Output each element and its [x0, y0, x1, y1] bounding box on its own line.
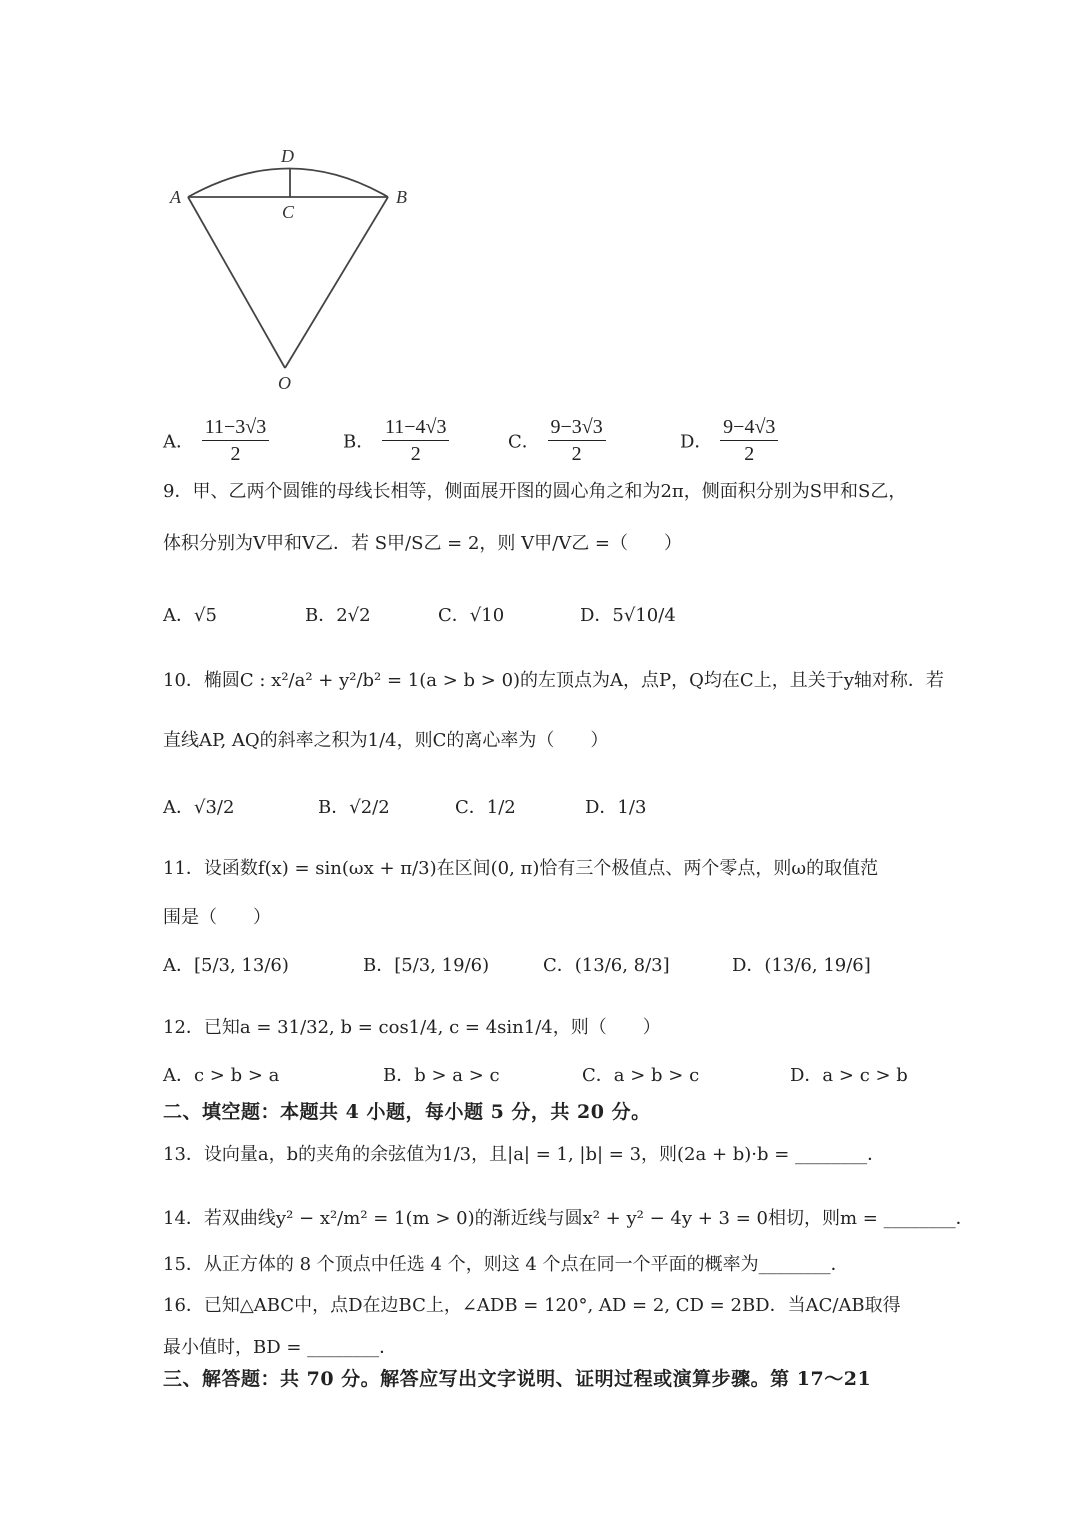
- segment-BO: [285, 197, 388, 368]
- q8-option-c: C． $\frac{9-3√3}{2}$: [508, 414, 608, 467]
- label-C: C: [282, 202, 295, 222]
- q13: 13．设向量a，b的夹角的余弦值为1/3，且|a| = 1, |b| = 3，则(2a + b)·b = ________．: [163, 1144, 886, 1165]
- q15: 15．从正方体的 8 个顶点中任选 4 个，则这 4 个点在同一个平面的概率为________．: [163, 1254, 849, 1275]
- q12-option-b: B．b > a > c: [383, 1065, 500, 1086]
- q10-option-a: A．√3/2: [163, 797, 235, 818]
- sector-figure: [150, 130, 440, 400]
- q16-line2: 最小值时，BD = ________．: [163, 1337, 398, 1358]
- q11-line2: 围是（ ）: [163, 907, 271, 928]
- q8-option-a: A． $\frac{11-3√3}{2}$: [163, 414, 271, 467]
- section-3-heading: 三、解答题：共 70 分。解答应写出文字说明、证明过程或演算步骤。第 17～21: [163, 1368, 872, 1390]
- q12-option-d: D．a > c > b: [790, 1065, 908, 1086]
- q11-option-a: A．[5/3, 13/6): [163, 955, 289, 976]
- q9-line2: 体积分别为V甲和V乙．若 S甲/S乙 = 2，则 V甲/V乙 =（ ）: [163, 533, 683, 554]
- arc-ADB: [188, 169, 388, 198]
- q14: 14．若双曲线y² − x²/m² = 1(m > 0)的渐近线与圆x² + y² − 4y + 3 = 0相切，则m = ________．: [163, 1208, 974, 1229]
- q10-option-d: D．1/3: [585, 797, 647, 818]
- q11-option-c: C．(13/6, 8/3]: [543, 955, 670, 976]
- q16-line1: 16．已知△ABC中，点D在边BC上，∠ADB = 120°, AD = 2, CD = 2BD．当AC/AB取得: [163, 1295, 901, 1316]
- label-O: O: [278, 373, 291, 393]
- q10-option-c: C．1/2: [455, 797, 516, 818]
- q8-option-b: B． $\frac{11-4√3}{2}$: [343, 414, 451, 467]
- label-A: A: [170, 187, 181, 207]
- q11-option-d: D．(13/6, 19/6]: [732, 955, 871, 976]
- q8-option-d: D． $\frac{9-4√3}{2}$: [680, 414, 780, 467]
- q12-option-c: C．a > b > c: [582, 1065, 700, 1086]
- q10-line1: 10．椭圆C : x²/a² + y²/b² = 1(a > b > 0)的左顶点为A，点P，Q均在C上，且关于y轴对称．若: [163, 670, 944, 691]
- q9-line1: 9．甲、乙两个圆锥的母线长相等，侧面展开图的圆心角之和为2π，侧面积分别为S甲和S乙，: [163, 481, 907, 502]
- label-D: D: [281, 146, 294, 166]
- q9-option-b: B．2√2: [305, 605, 371, 626]
- section-2-heading: 二、填空题：本题共 4 小题，每小题 5 分，共 20 分。: [163, 1101, 651, 1123]
- label-B: B: [396, 187, 407, 207]
- q9-option-d: D．5√10/4: [580, 605, 676, 626]
- q12-line1: 12．已知a = 31/32, b = cos1/4, c = 4sin1/4，则（ ）: [163, 1017, 661, 1038]
- q10-line2: 直线AP, AQ的斜率之积为1/4，则C的离心率为（ ）: [163, 730, 609, 751]
- q9-option-c: C．√10: [438, 605, 505, 626]
- q12-option-a: A．c > b > a: [163, 1065, 280, 1086]
- segment-AO: [188, 197, 285, 368]
- q10-option-b: B．√2/2: [318, 797, 390, 818]
- q9-option-a: A．√5: [163, 605, 217, 626]
- q11-line1: 11．设函数f(x) = sin(ωx + π/3)在区间(0, π)恰有三个极值点、两个零点，则ω的取值范: [163, 858, 879, 879]
- q11-option-b: B．[5/3, 19/6): [363, 955, 490, 976]
